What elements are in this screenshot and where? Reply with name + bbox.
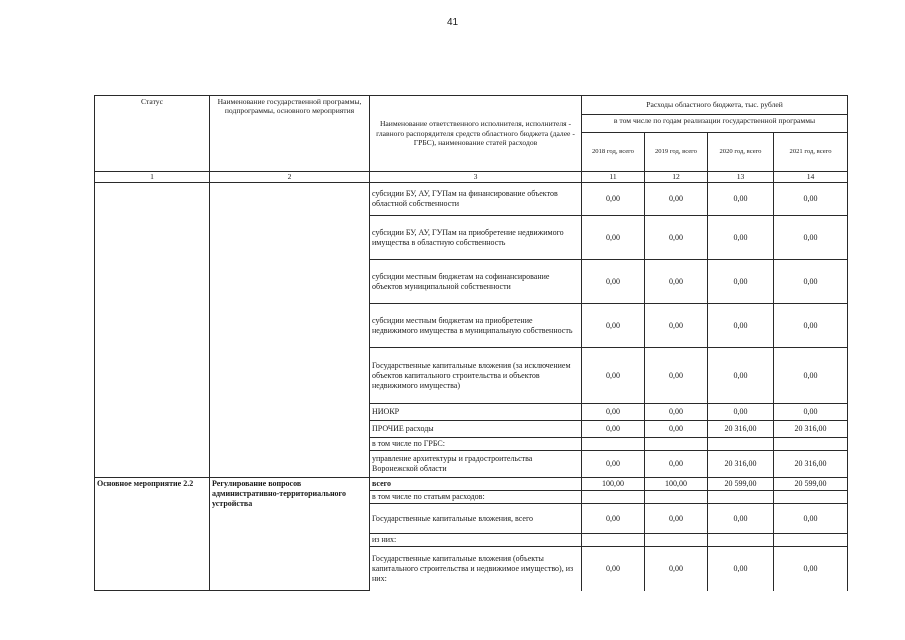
column-index-row (95, 172, 848, 183)
expense-value: 0,00 (582, 547, 645, 591)
expense-value: 0,00 (645, 421, 708, 438)
expense-value: 20 316,00 (774, 421, 848, 438)
status-cell-empty (95, 421, 210, 438)
expense-value: 0,00 (774, 404, 848, 421)
program-cell-empty (210, 183, 370, 216)
expense-item-label: всего (370, 478, 582, 491)
expense-item-label: Государственные капитальные вложения (за исключением объектов капитального строительства и объектов недвижимого имущества) (370, 348, 582, 404)
status-cell-empty (95, 183, 210, 216)
program-cell-empty (210, 451, 370, 478)
program-cell-empty (210, 438, 370, 451)
table-row (95, 421, 848, 438)
expense-value: 0,00 (645, 260, 708, 304)
expense-value: 0,00 (645, 504, 708, 534)
header-year: 2018 год, всего (582, 133, 645, 172)
header-year: 2021 год, всего (774, 133, 848, 172)
table-row (95, 304, 848, 348)
expense-value: 0,00 (708, 547, 774, 591)
expense-value: 100,00 (645, 478, 708, 491)
status-cell-empty (95, 404, 210, 421)
column-index: 3 (370, 172, 582, 183)
activity-program-name: Регулирование вопросов административно-территориального устройства (210, 478, 370, 591)
expense-value (774, 438, 848, 451)
table-row (95, 216, 848, 260)
table-row (95, 404, 848, 421)
activity-status: Основное мероприятие 2.2 (95, 478, 210, 591)
budget-table (94, 95, 848, 591)
expense-value: 0,00 (582, 504, 645, 534)
expense-value: 0,00 (582, 451, 645, 478)
expense-value (708, 438, 774, 451)
expense-value: 0,00 (582, 304, 645, 348)
expense-item-label: ПРОЧИЕ расходы (370, 421, 582, 438)
expense-value: 0,00 (708, 504, 774, 534)
expense-value: 0,00 (774, 216, 848, 260)
status-cell-empty (95, 216, 210, 260)
expense-value: 0,00 (645, 304, 708, 348)
expense-value: 0,00 (645, 451, 708, 478)
program-cell-empty (210, 260, 370, 304)
expense-value: 0,00 (645, 348, 708, 404)
expense-value: 0,00 (708, 304, 774, 348)
expense-value: 20 599,00 (774, 478, 848, 491)
expense-value: 20 316,00 (708, 451, 774, 478)
expense-value: 0,00 (645, 183, 708, 216)
expense-value: 0,00 (582, 421, 645, 438)
program-cell-empty (210, 421, 370, 438)
status-cell-empty (95, 260, 210, 304)
expense-value: 0,00 (708, 216, 774, 260)
page-number: 41 (446, 17, 459, 28)
table-row (95, 451, 848, 478)
column-index: 2 (210, 172, 370, 183)
expense-value: 0,00 (774, 183, 848, 216)
expense-value: 0,00 (645, 547, 708, 591)
column-index: 13 (708, 172, 774, 183)
expense-value: 0,00 (582, 216, 645, 260)
expense-value (645, 491, 708, 504)
expense-item-label: управление архитектуры и градостроительства Воронежской области (370, 451, 582, 478)
expense-value: 0,00 (708, 260, 774, 304)
column-index: 12 (645, 172, 708, 183)
program-cell-empty (210, 348, 370, 404)
expense-value: 0,00 (645, 404, 708, 421)
expense-value (645, 534, 708, 547)
program-cell-empty (210, 404, 370, 421)
expense-item-label: субсидии БУ, АУ, ГУПам на приобретение недвижимого имущества в областную собственность (370, 216, 582, 260)
expense-value: 0,00 (774, 260, 848, 304)
expense-item-label: субсидии местным бюджетам на софинансирование объектов муниципальной собственности (370, 260, 582, 304)
expense-value: 0,00 (708, 348, 774, 404)
program-cell-empty (210, 216, 370, 260)
expense-value: 0,00 (582, 183, 645, 216)
expense-value: 20 316,00 (708, 421, 774, 438)
header-program: Наименование государственной программы, подпрограммы, основного мероприятия (210, 96, 370, 172)
expense-item-label: НИОКР (370, 404, 582, 421)
expense-value: 20 316,00 (774, 451, 848, 478)
header-budget: Расходы областного бюджета, тыс. рублей (582, 96, 848, 115)
expense-value (645, 438, 708, 451)
expense-value: 0,00 (774, 304, 848, 348)
status-cell-empty (95, 348, 210, 404)
table-row (95, 438, 848, 451)
expense-value: 0,00 (582, 260, 645, 304)
expense-value: 0,00 (645, 216, 708, 260)
header-year: 2020 год, всего (708, 133, 774, 172)
expense-value: 0,00 (582, 404, 645, 421)
expense-value (582, 491, 645, 504)
expense-value: 0,00 (774, 504, 848, 534)
status-cell-empty (95, 304, 210, 348)
column-index: 14 (774, 172, 848, 183)
table-row (95, 478, 848, 491)
column-index: 11 (582, 172, 645, 183)
expense-value: 0,00 (708, 404, 774, 421)
expense-item-label: в том числе по статьям расходов: (370, 491, 582, 504)
expense-item-label: в том числе по ГРБС: (370, 438, 582, 451)
header-budget-sub: в том числе по годам реализации государственной программы (582, 114, 848, 133)
expense-value: 0,00 (774, 547, 848, 591)
header-executor: Наименование ответственного исполнителя, исполнителя - главного распорядителя средств областного бюджета (далее - ГРБС), наименование статей расходов (370, 96, 582, 172)
expense-item-label: Государственные капитальные вложения, всего (370, 504, 582, 534)
expense-value (582, 534, 645, 547)
expense-value: 100,00 (582, 478, 645, 491)
status-cell-empty (95, 438, 210, 451)
table-row (95, 348, 848, 404)
expense-item-label: субсидии БУ, АУ, ГУПам на финансирование объектов областной собственности (370, 183, 582, 216)
column-index: 1 (95, 172, 210, 183)
expense-value (708, 534, 774, 547)
expense-value: 20 599,00 (708, 478, 774, 491)
program-cell-empty (210, 304, 370, 348)
table-header (95, 96, 848, 183)
expense-item-label: из них: (370, 534, 582, 547)
expense-value: 0,00 (774, 348, 848, 404)
expense-value (582, 438, 645, 451)
expense-value (774, 491, 848, 504)
table-row (95, 260, 848, 304)
expense-value: 0,00 (708, 183, 774, 216)
header-status: Статус (95, 96, 210, 172)
header-year: 2019 год, всего (645, 133, 708, 172)
expense-value (708, 491, 774, 504)
status-cell-empty (95, 451, 210, 478)
expense-value (774, 534, 848, 547)
expense-item-label: Государственные капитальные вложения (объекты капитального строительства и недвижимое имущество), из них: (370, 547, 582, 591)
table-body (95, 183, 848, 591)
table-row (95, 183, 848, 216)
expense-item-label: субсидии местным бюджетам на приобретение недвижимого имущества в муниципальную собственность (370, 304, 582, 348)
expense-value: 0,00 (582, 348, 645, 404)
